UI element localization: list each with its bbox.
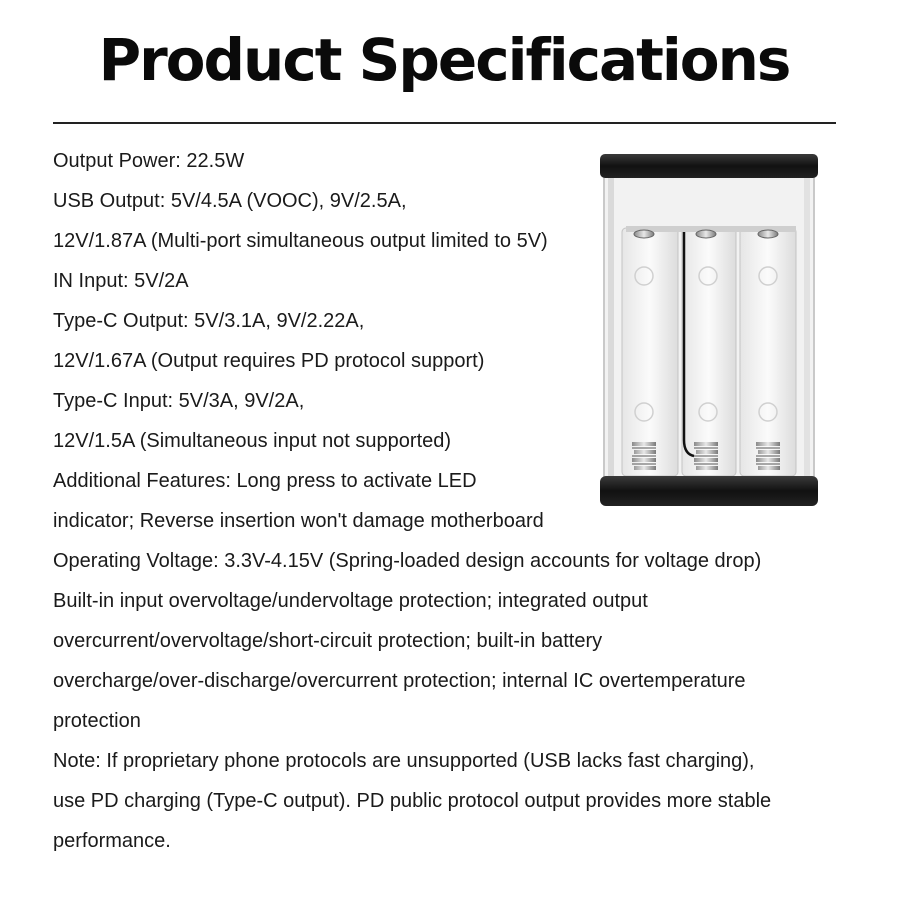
spec-line: Additional Features: Long press to activate LED (53, 470, 477, 492)
battery-holder-3-slot-icon (596, 150, 822, 512)
spec-line: performance. (53, 830, 171, 852)
spec-line: Note: If proprietary phone protocols are unsupported (USB lacks fast charging), (53, 750, 755, 772)
spec-line: Built-in input overvoltage/undervoltage protection; integrated output (53, 590, 648, 612)
spec-line: 12V/1.67A (Output requires PD protocol support) (53, 350, 485, 372)
spec-line: protection (53, 710, 141, 732)
spec-line: Operating Voltage: 3.3V-4.15V (Spring-loaded design accounts for voltage drop) (53, 550, 762, 572)
spec-line: 12V/1.87A (Multi-port simultaneous output limited to 5V) (53, 230, 548, 252)
spec-line: overcurrent/overvoltage/short-circuit protection; built-in battery (53, 630, 603, 652)
title-divider (53, 122, 836, 124)
spec-line: Output Power: 22.5W (53, 150, 245, 172)
spec-line: USB Output: 5V/4.5A (VOOC), 9V/2.5A, (53, 190, 407, 212)
spec-line: IN Input: 5V/2A (53, 270, 189, 292)
spec-line: use PD charging (Type-C output). PD public protocol output provides more stable (53, 790, 772, 812)
battery-holder-image (596, 150, 822, 512)
spec-line: Type-C Output: 5V/3.1A, 9V/2.22A, (53, 310, 365, 332)
spec-line: overcharge/over-discharge/overcurrent protection; internal IC overtemperature (53, 670, 746, 692)
spec-line: 12V/1.5A (Simultaneous input not supported) (53, 430, 452, 452)
page-title: Product Specifications (98, 26, 790, 94)
spec-line: indicator; Reverse insertion won't damage motherboard (53, 510, 544, 532)
spec-line: Type-C Input: 5V/3A, 9V/2A, (53, 390, 305, 412)
